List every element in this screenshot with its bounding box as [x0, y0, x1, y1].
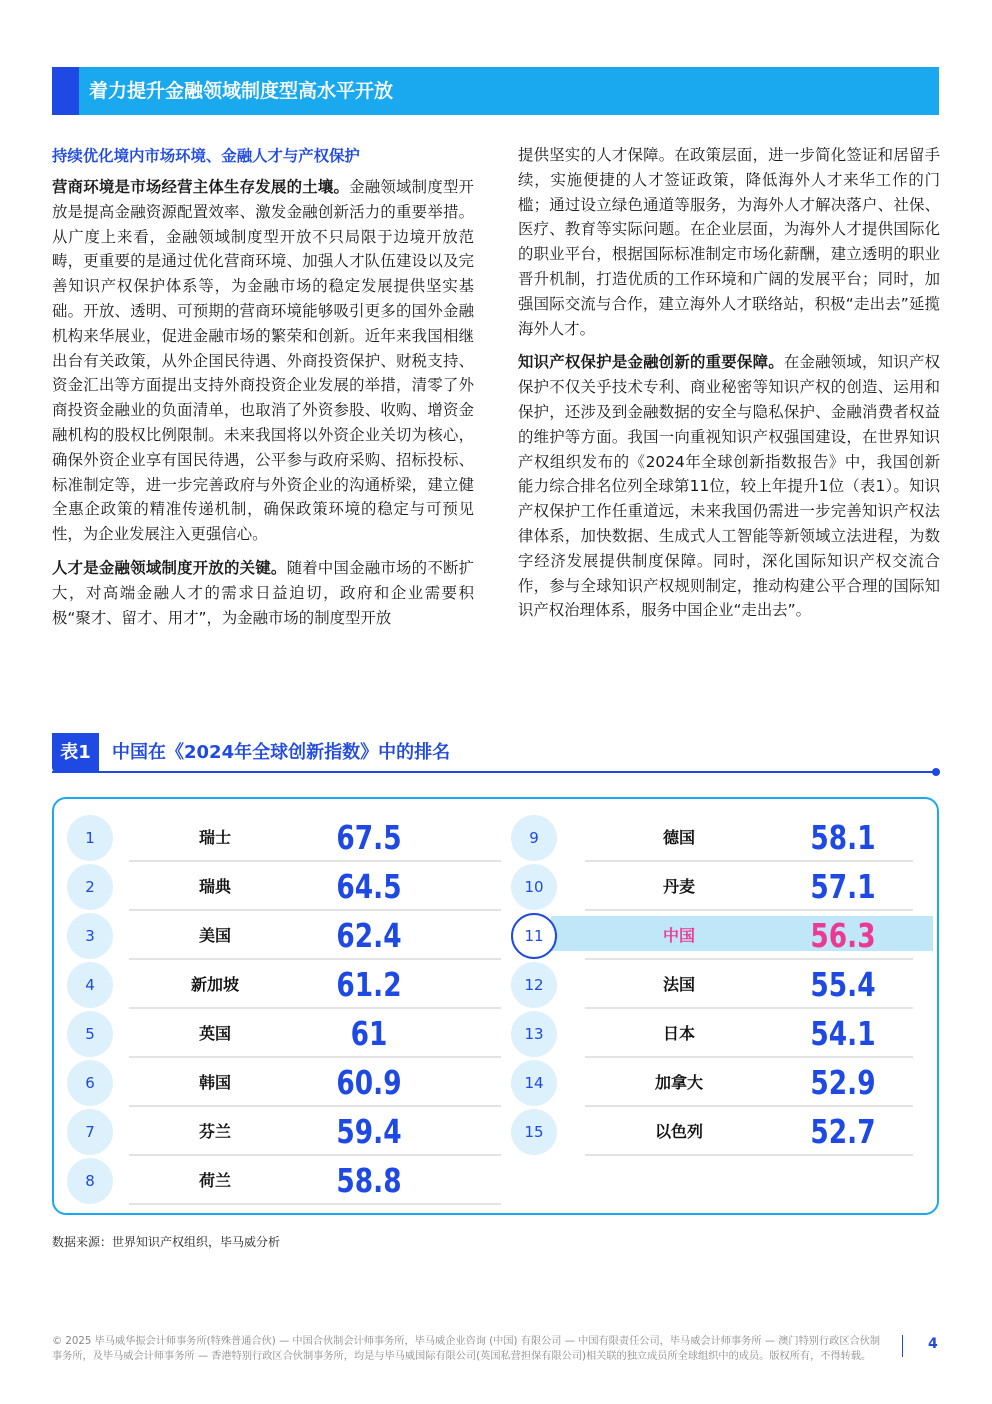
table-title-rule	[52, 771, 935, 773]
footer-legal: © 2025 毕马威华振会计师事务所(特殊普通合伙) — 中国合伙制会计师事务所，毕马威企业咨询 (中国) 有限公司 — 中国有限责任公司，毕马威会计师事务所 — 澳门特别行政区合伙制事务所，及毕马威会计师事务所 — 香港特别行政区合伙制事务所，均是与毕马威国际有限公司(英国私营担保有限公司)相关联的独立成员所全球组织中的成员。版权所有，不得转载。	[52, 1336, 881, 1362]
paragraph-talent-continued: 提供坚实的人才保障。在政策层面，进一步简化签证和居留手续，实施便捷的人才签证政策，降低海外人才来华工作的门槛；通过设立绿色通道等服务，为海外人才解决落户、社保、医疗、教育等实际问题。在企业层面，为海外人才提供国际化的职业平台，根据国际标准制定市场化薪酬，建立透明的职业晋升机制，打造优质的工作环境和广阔的发展平台；同时，加强国际交流与合作，建立海外人才联络站，积极“走出去”延揽海外人才。	[518, 146, 940, 338]
table-title: 中国在《2024年全球创新指数》中的排名	[112, 742, 451, 763]
score-value: 52.7	[810, 1112, 876, 1151]
paragraph-ip-protection	[518, 350, 940, 623]
right-column	[518, 143, 940, 632]
row-divider	[129, 1203, 501, 1205]
page-number: 4	[928, 1336, 938, 1352]
score-value: 59.4	[336, 1112, 402, 1151]
score-value: 55.4	[810, 965, 876, 1004]
score-value: 54.1	[810, 1014, 876, 1053]
score-value: 60.9	[336, 1063, 402, 1102]
rank-badge: 10	[511, 864, 557, 910]
score-value: 58.8	[336, 1161, 402, 1200]
ranking-row-highlighted	[511, 913, 941, 960]
left-column	[52, 143, 474, 639]
rank-badge: 6	[67, 1060, 113, 1106]
country-name: 德国	[662, 828, 695, 847]
rank-badge: 5	[67, 1011, 113, 1057]
paragraph-business-environment	[52, 175, 474, 547]
country-name: 荷兰	[198, 1171, 231, 1190]
rank-badge: 13	[511, 1011, 557, 1057]
rank-badge: 2	[67, 864, 113, 910]
ranking-row	[67, 1060, 497, 1107]
country-name: 韩国	[198, 1073, 231, 1092]
rank-badge: 1	[67, 815, 113, 861]
paragraph-body: 在金融领域，知识产权保护不仅关乎技术专利、商业秘密等知识产权的创造、运用和保护，还涉及到金融数据的安全与隐私保护、金融消费者权益的维护等方面。我国一向重视知识产权强国建设，在世界知识产权组织发布的《2024年全球创新指数报告》中，我国创新能力综合排名位列全球第11位，较上年提升1位（表1）。知识产权保护工作任重道远，未来我国仍需进一步完善知识产权法律体系，加快数据、生成式人工智能等新领域立法进程，为数字经济发展提供制度保障。同时，深化国际知识产权交流合作，参与全球知识产权规则制定，推动构建公平合理的国际知识产权治理体系，服务中国企业“走出去”。	[518, 353, 940, 620]
data-source: 数据来源：世界知识产权组织，毕马威分析	[52, 1235, 281, 1249]
paragraph-body: 金融领域制度型开放是提高金融资源配置效率、激发金融创新活力的重要举措。从广度上来看，金融领域制度型开放不只局限于边境开放范畴，更重要的是通过优化营商环境、加强人才队伍建设以及完善知识产权保护体系等，为金融市场的稳定发展提供坚实基础。开放、透明、可预期的营商环境能够吸引更多的国外金融机构来华展业，促进金融市场的繁荣和创新。近年来我国相继出台有关政策，从外企国民待遇、外商投资保护、财税支持、资金汇出等方面提出支持外商投资企业发展的举措，清零了外商投资金融业的负面清单，也取消了外资参股、收购、增资金融机构的股权比例限制。未来我国将以外资企业关切为核心，确保外资企业享有国民待遇，公平参与政府采购、招标投标、标准制定等，进一步完善政府与外资企业的沟通桥梁，建立健全惠企政策的精准传递机制，确保政策环境的稳定与可预见性，为企业发展注入更强信心。	[52, 178, 474, 544]
country-name: 新加坡	[190, 975, 239, 994]
score-value: 57.1	[810, 867, 876, 906]
ranking-row	[511, 815, 941, 862]
score-value: 58.1	[810, 818, 876, 857]
subheading: 持续优化境内市场环境、金融人才与产权保护	[52, 147, 360, 165]
paragraph-lead: 营商环境是市场经营主体生存发展的土壤。	[52, 178, 350, 196]
paragraph-body: 随着中国金融市场的不断扩大，对高端金融人才的需求日益迫切，政府和企业需要积极“聚才、留才、用才”，为金融市场的制度型开放	[52, 558, 474, 627]
score-value: 62.4	[336, 916, 402, 955]
country-name: 美国	[198, 926, 231, 945]
country-name: 瑞士	[198, 828, 231, 847]
banner-accent-bar	[52, 67, 79, 115]
paragraph-lead: 人才是金融领域制度开放的关键。	[52, 558, 287, 577]
country-name: 丹麦	[662, 877, 695, 896]
section-title: 着力提升金融领域制度型高水平开放	[89, 80, 394, 102]
ranking-row	[67, 1158, 497, 1205]
table-badge: 表1	[52, 733, 99, 773]
table-rule-dot	[932, 768, 940, 776]
ranking-row	[67, 1109, 497, 1156]
country-name: 日本	[662, 1024, 695, 1043]
section-banner	[52, 67, 939, 115]
country-name: 英国	[198, 1024, 231, 1043]
ranking-row	[511, 1109, 941, 1156]
ranking-row	[67, 815, 497, 862]
country-name: 法国	[662, 975, 695, 994]
score-value: 56.3	[810, 916, 876, 955]
ranking-row	[67, 1011, 497, 1058]
paragraph-talent	[52, 556, 474, 630]
rank-badge: 15	[511, 1109, 557, 1155]
rank-badge: 4	[67, 962, 113, 1008]
ranking-row	[511, 1011, 941, 1058]
ranking-row	[511, 962, 941, 1009]
country-name: 以色列	[654, 1122, 703, 1141]
ranking-row	[511, 864, 941, 911]
score-value: 64.5	[336, 867, 402, 906]
rank-badge: 11	[511, 913, 557, 959]
rank-badge: 7	[67, 1109, 113, 1155]
ranking-row	[67, 962, 497, 1009]
ranking-row	[67, 864, 497, 911]
rank-badge: 14	[511, 1060, 557, 1106]
country-name: 芬兰	[198, 1122, 231, 1141]
rank-badge: 3	[67, 913, 113, 959]
country-name: 中国	[662, 926, 695, 945]
table-header	[52, 733, 939, 773]
paragraph-lead: 知识产权保护是金融创新的重要保障。	[518, 353, 784, 372]
country-name: 瑞典	[198, 877, 231, 896]
footer-separator	[902, 1335, 903, 1357]
ranking-row	[67, 913, 497, 960]
rank-badge: 12	[511, 962, 557, 1008]
score-value: 61	[350, 1014, 388, 1053]
ranking-row	[511, 1060, 941, 1107]
row-divider	[585, 1154, 913, 1156]
rank-badge: 8	[67, 1158, 113, 1204]
score-value: 61.2	[336, 965, 402, 1004]
score-value: 52.9	[810, 1063, 876, 1102]
rank-badge: 9	[511, 815, 557, 861]
score-value: 67.5	[336, 818, 402, 857]
country-name: 加拿大	[654, 1073, 703, 1092]
